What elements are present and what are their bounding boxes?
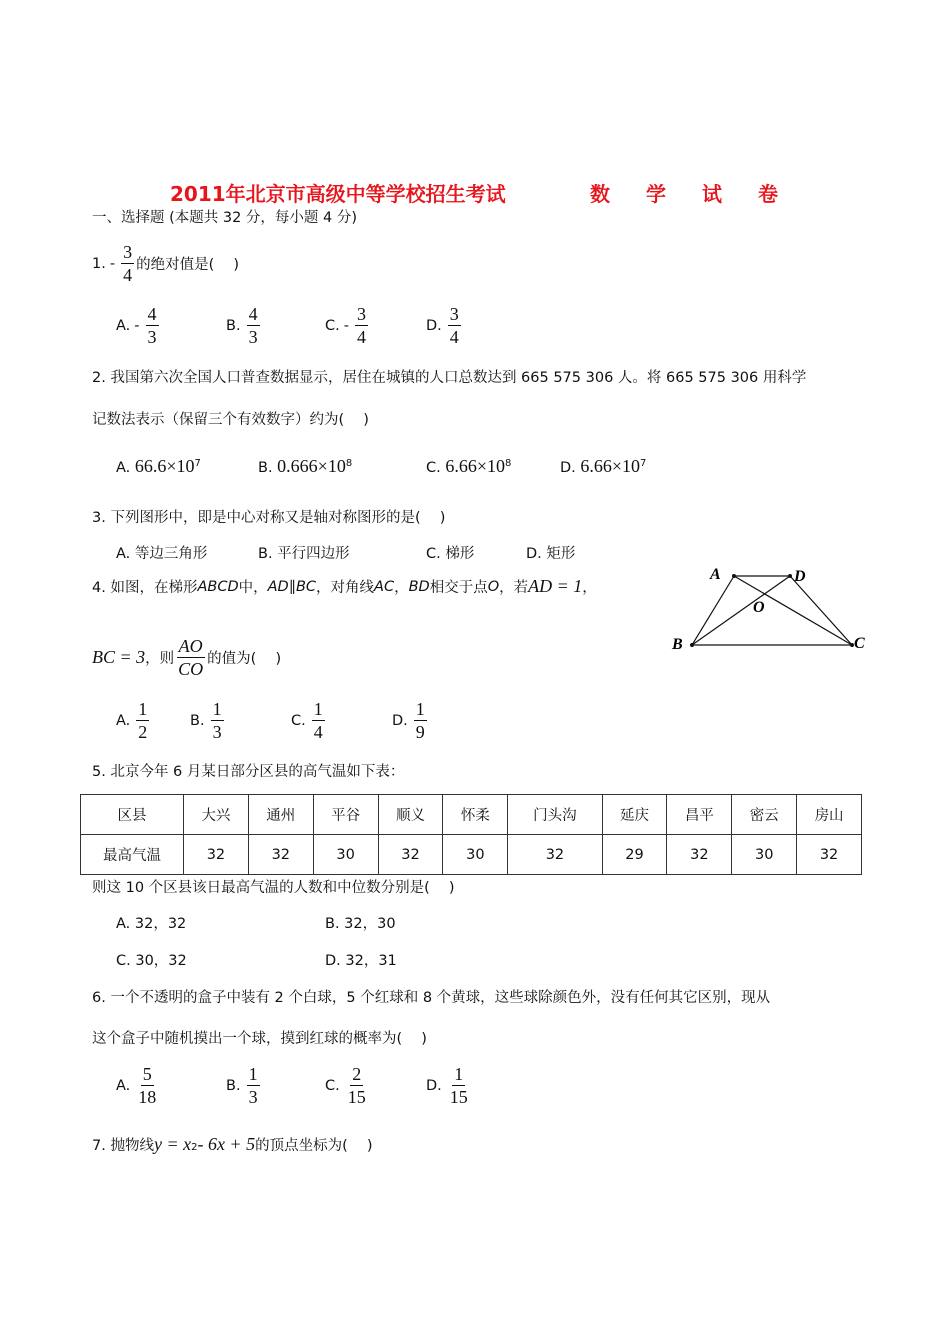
table-row bbox=[81, 835, 862, 875]
option-fraction bbox=[247, 1063, 260, 1108]
option-label: D. bbox=[426, 1077, 442, 1094]
frac-den: 15 bbox=[449, 1087, 468, 1107]
frac-num: 5 bbox=[142, 1064, 152, 1084]
option-mantissa: 6.66×10 bbox=[580, 456, 641, 476]
table-cell: 30 bbox=[732, 835, 797, 875]
option-label: D. bbox=[426, 317, 442, 334]
frac-den: 18 bbox=[138, 1087, 157, 1107]
q5-text: 5. 北京今年 6 月某日部分区县的高气温如下表： bbox=[92, 764, 405, 780]
option-fraction bbox=[355, 303, 368, 348]
option-fraction bbox=[146, 303, 159, 348]
q1-option-c[interactable] bbox=[325, 303, 370, 348]
q4-text: 的值为( ) bbox=[207, 651, 282, 667]
q4-parallel: AD∥BC bbox=[267, 578, 317, 595]
subject-char-3: 试 bbox=[702, 182, 722, 206]
table-cell: 32 bbox=[797, 835, 862, 875]
q5-option-a[interactable]: A. 32，32 bbox=[116, 916, 187, 932]
option-fraction bbox=[211, 698, 224, 743]
frac-num: 3 bbox=[356, 304, 366, 324]
frac-den: 2 bbox=[138, 722, 148, 742]
table-cell: 顺义 bbox=[378, 795, 443, 835]
frac-den: 3 bbox=[248, 1087, 258, 1107]
q4-text: ， bbox=[582, 580, 597, 596]
option-fraction bbox=[136, 1063, 158, 1108]
q2-line-2: 记数法表示（保留三个有效数字）约为( ) bbox=[92, 412, 369, 428]
frac-num: 1 bbox=[454, 1064, 464, 1084]
q4-option-c[interactable] bbox=[291, 698, 327, 743]
table-cell: 通州 bbox=[248, 795, 313, 835]
option-fraction bbox=[247, 303, 260, 348]
q1-number: 1. bbox=[92, 255, 106, 272]
option-exponent: 7 bbox=[640, 458, 647, 470]
option-mantissa: 6.66×10 bbox=[445, 456, 505, 476]
q7-suffix: 的顶点坐标为( ) bbox=[255, 1138, 373, 1154]
vertex-c-label: C bbox=[854, 635, 865, 652]
q4-bd: BD bbox=[408, 578, 430, 595]
option-sign: - bbox=[134, 317, 140, 334]
frac-den: 3 bbox=[212, 722, 222, 742]
frac-num: AO bbox=[178, 636, 203, 656]
q4-line-2 bbox=[92, 635, 281, 680]
table-cell: 32 bbox=[378, 835, 443, 875]
frac-num: 1 bbox=[212, 699, 222, 719]
frac-num: 1 bbox=[313, 699, 323, 719]
q4-line-1 bbox=[92, 576, 597, 597]
frac-num: 4 bbox=[147, 304, 157, 324]
subject-char-4: 卷 bbox=[758, 182, 778, 206]
frac-den: 4 bbox=[313, 722, 323, 742]
option-exponent: 8 bbox=[345, 458, 353, 470]
q1-option-b[interactable] bbox=[226, 303, 262, 348]
vertex-a-label: A bbox=[710, 566, 721, 583]
temperature-table bbox=[80, 794, 862, 875]
q1-minus: - bbox=[109, 255, 116, 272]
q4-o: O bbox=[487, 578, 500, 595]
q6-option-d[interactable] bbox=[426, 1063, 472, 1108]
q6-line-2: 这个盒子中随机摸出一个球，摸到红球的概率为( ) bbox=[92, 1031, 427, 1047]
q1-option-d[interactable] bbox=[426, 303, 463, 348]
q3-option-c[interactable]: C. 梯形 bbox=[426, 546, 475, 562]
q4-text: 相交于点 bbox=[429, 580, 488, 596]
option-label: B. bbox=[226, 317, 241, 334]
frac-den: 4 bbox=[356, 327, 366, 347]
table-cell: 密云 bbox=[732, 795, 797, 835]
frac-num: 2 bbox=[352, 1064, 362, 1084]
option-label: C. bbox=[291, 712, 306, 729]
q6-option-c[interactable] bbox=[325, 1063, 370, 1108]
table-cell: 平谷 bbox=[313, 795, 378, 835]
q5-option-d[interactable]: D. 32，31 bbox=[325, 953, 397, 969]
option-label: A. bbox=[116, 1077, 131, 1094]
frac-den: 3 bbox=[147, 327, 157, 347]
q2-option-b[interactable] bbox=[258, 456, 352, 477]
q4-option-a[interactable] bbox=[116, 698, 151, 743]
option-label: C. bbox=[325, 1077, 340, 1094]
section-heading: 一、选择题 (本题共 32 分，每小题 4 分) bbox=[92, 210, 358, 226]
table-cell: 延庆 bbox=[602, 795, 667, 835]
q1-frac-num: 3 bbox=[123, 242, 133, 262]
frac-den: 15 bbox=[347, 1087, 366, 1107]
frac-den: CO bbox=[178, 659, 204, 679]
q4-text: ，对角线 bbox=[316, 580, 375, 596]
q4-ac: AC bbox=[374, 578, 395, 595]
q4-text: 4. 如图，在梯形 bbox=[92, 580, 198, 596]
option-fraction bbox=[414, 698, 427, 743]
q4-option-d[interactable] bbox=[392, 698, 429, 743]
table-cell: 房山 bbox=[797, 795, 862, 835]
frac-den: 9 bbox=[415, 722, 425, 742]
q2-line-1: 2. 我国第六次全国人口普查数据显示，居住在城镇的人口总数达到 665 575 306 人。将 665 575 306 用科学 bbox=[92, 370, 807, 386]
q5-option-c[interactable]: C. 30，32 bbox=[116, 953, 187, 969]
option-fraction bbox=[448, 303, 461, 348]
frac-num: 1 bbox=[248, 1064, 258, 1084]
frac-num: 1 bbox=[415, 699, 425, 719]
option-label: D. bbox=[560, 460, 576, 476]
option-label: A. bbox=[116, 712, 131, 729]
option-mantissa: 66.6×10 bbox=[134, 456, 195, 476]
table-cell: 昌平 bbox=[667, 795, 732, 835]
option-exponent: 8 bbox=[505, 458, 512, 470]
q1-text: 的绝对值是( ) bbox=[136, 257, 240, 273]
q1-frac-den: 4 bbox=[123, 265, 133, 285]
table-cell: 32 bbox=[184, 835, 249, 875]
option-label: B. bbox=[258, 460, 273, 476]
q1-option-a[interactable] bbox=[116, 303, 161, 348]
option-fraction bbox=[312, 698, 325, 743]
frac-num: 3 bbox=[449, 304, 459, 324]
frac-den: 3 bbox=[248, 327, 258, 347]
table-cell: 32 bbox=[667, 835, 732, 875]
q1-fraction bbox=[121, 241, 134, 286]
option-label: A. bbox=[116, 460, 131, 476]
option-label: B. bbox=[190, 712, 205, 729]
q4-option-b[interactable] bbox=[190, 698, 226, 743]
option-label: C. bbox=[325, 317, 340, 334]
vertex-d-label: D bbox=[794, 568, 806, 585]
q7-prefix: 7. 抛物线 bbox=[92, 1138, 154, 1154]
q2-option-a[interactable] bbox=[116, 456, 201, 477]
q6-line-1: 6. 一个不透明的盒子中装有 2 个白球，5 个红球和 8 个黄球，这些球除颜色外，没有任何其它区别，现从 bbox=[92, 990, 771, 1006]
frac-num: 4 bbox=[248, 304, 258, 324]
q6-option-b[interactable] bbox=[226, 1063, 262, 1108]
table-cell: 怀柔 bbox=[443, 795, 508, 835]
q6-option-a[interactable] bbox=[116, 1063, 160, 1108]
option-mantissa: 0.666×10 bbox=[277, 456, 346, 476]
q7-eq-a: y = x bbox=[153, 1134, 192, 1154]
vertex-b-label: B bbox=[672, 636, 683, 653]
table-cell: 32 bbox=[248, 835, 313, 875]
q3-option-a[interactable]: A. 等边三角形 bbox=[116, 546, 208, 562]
q4-abcd: ABCD bbox=[197, 578, 239, 595]
q4-eq-bc: BC = 3 bbox=[92, 647, 146, 667]
trapezoid-figure bbox=[660, 560, 870, 660]
option-exponent: 7 bbox=[194, 458, 201, 470]
q4-text: ，若 bbox=[499, 580, 529, 596]
q4-text: ， bbox=[394, 580, 409, 596]
option-label: B. bbox=[226, 1077, 241, 1094]
exam-title: 2011年北京市高级中等学校招生考试 bbox=[170, 182, 506, 206]
option-label: C. bbox=[426, 460, 441, 476]
q5-option-b[interactable]: B. 32，30 bbox=[325, 916, 396, 932]
table-cell: 门头沟 bbox=[508, 795, 602, 835]
option-sign: - bbox=[343, 317, 349, 334]
option-fraction bbox=[136, 698, 149, 743]
q4-text: ，则 bbox=[145, 651, 175, 667]
table-cell: 区县 bbox=[81, 795, 184, 835]
q4-text: 中， bbox=[238, 580, 268, 596]
subject-char-2: 学 bbox=[646, 182, 666, 206]
q7-eq-b: - 6x + 5 bbox=[197, 1134, 256, 1154]
option-fraction bbox=[448, 1063, 470, 1108]
q4-fraction bbox=[176, 635, 205, 680]
question-1 bbox=[92, 241, 239, 286]
question-7 bbox=[92, 1134, 373, 1155]
q3-option-d[interactable]: D. 矩形 bbox=[526, 546, 576, 562]
frac-num: 1 bbox=[138, 699, 148, 719]
q4-eq-ad: AD = 1 bbox=[528, 576, 583, 596]
option-label: D. bbox=[392, 712, 408, 729]
q3-option-b[interactable]: B. 平行四边形 bbox=[258, 546, 350, 562]
table-cell: 30 bbox=[313, 835, 378, 875]
table-cell: 32 bbox=[508, 835, 602, 875]
option-label: A. bbox=[116, 317, 131, 334]
vertex-o-label: O bbox=[753, 599, 765, 616]
table-cell: 29 bbox=[602, 835, 667, 875]
option-fraction bbox=[346, 1063, 368, 1108]
q2-option-d[interactable] bbox=[560, 456, 646, 477]
frac-den: 4 bbox=[449, 327, 459, 347]
table-header-row bbox=[81, 795, 862, 835]
q2-option-c[interactable] bbox=[426, 456, 511, 477]
q5-after-text: 则这 10 个区县该日最高气温的人数和中位数分别是( ) bbox=[92, 880, 455, 896]
subject-char-1: 数 bbox=[590, 182, 610, 206]
table-cell: 30 bbox=[443, 835, 508, 875]
table-cell: 大兴 bbox=[184, 795, 249, 835]
table-cell: 最高气温 bbox=[81, 835, 184, 875]
q7-exponent: 2 bbox=[191, 1142, 198, 1153]
q3-text: 3. 下列图形中，即是中心对称又是轴对称图形的是( ) bbox=[92, 510, 446, 526]
